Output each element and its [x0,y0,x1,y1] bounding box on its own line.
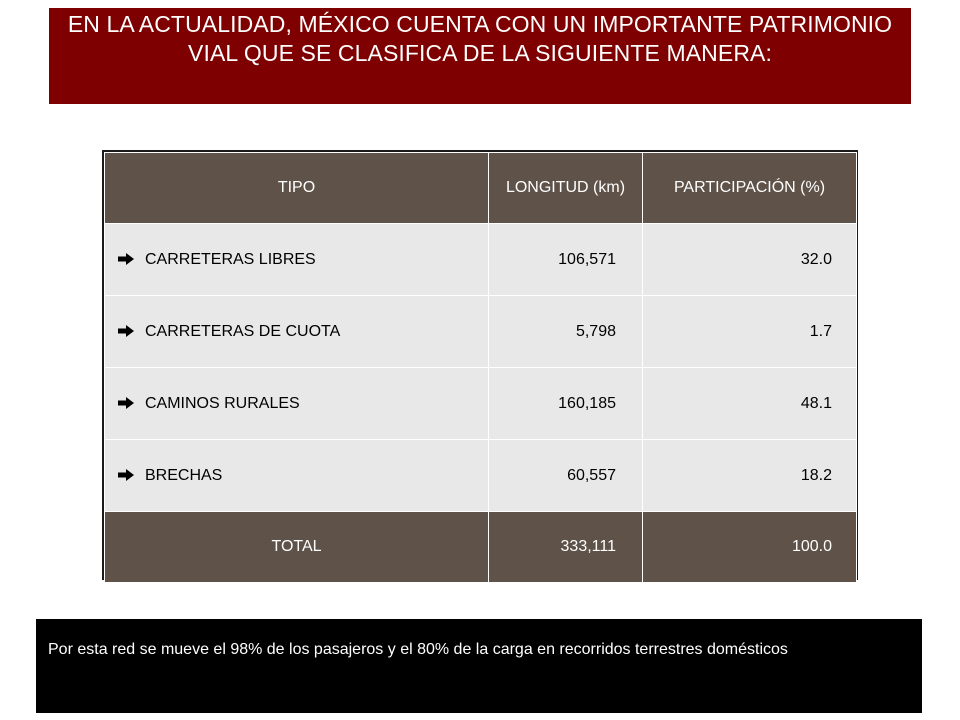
row-type-cell [105,224,489,296]
total-share: 100.0 [643,512,857,583]
row-share-cell: 1.7 [643,296,857,368]
row-length-cell: 160,185 [489,368,643,440]
row-type-label: BRECHAS [145,466,223,484]
total-label: TOTAL [105,512,489,583]
table-row [105,440,857,512]
table-row [105,296,857,368]
road-table [104,152,857,583]
row-length-cell: 60,557 [489,440,643,512]
row-share-cell: 18.2 [643,440,857,512]
right-arrow-icon [117,325,135,337]
table-row [105,368,857,440]
row-share-cell: 48.1 [643,368,857,440]
header-share: PARTICIPACIÓN (%) [643,153,857,224]
total-length: 333,111 [489,512,643,583]
row-length-cell: 106,571 [489,224,643,296]
table-header-row [105,153,857,224]
row-type-label: CARRETERAS LIBRES [145,250,316,268]
page-title: EN LA ACTUALIDAD, MÉXICO CUENTA CON UN IMPORTANTE PATRIMONIO VIAL QUE SE CLASIFICA DE LA SIGUIENTE MANERA: [49,8,911,104]
row-type-cell [105,296,489,368]
road-network-table [102,150,858,580]
right-arrow-icon [117,397,135,409]
header-length: LONGITUD (km) [489,153,643,224]
right-arrow-icon [117,253,135,265]
row-type-cell [105,368,489,440]
header-type: TIPO [105,153,489,224]
footer-note: Por esta red se mueve el 98% de los pasajeros y el 80% de la carga en recorridos terrestres domésticos [36,619,922,713]
row-type-cell [105,440,489,512]
row-length-cell: 5,798 [489,296,643,368]
table-row [105,224,857,296]
row-type-label: CARRETERAS DE CUOTA [145,322,341,340]
table-total-row [105,512,857,583]
row-share-cell: 32.0 [643,224,857,296]
row-type-label: CAMINOS RURALES [145,394,300,412]
right-arrow-icon [117,469,135,481]
